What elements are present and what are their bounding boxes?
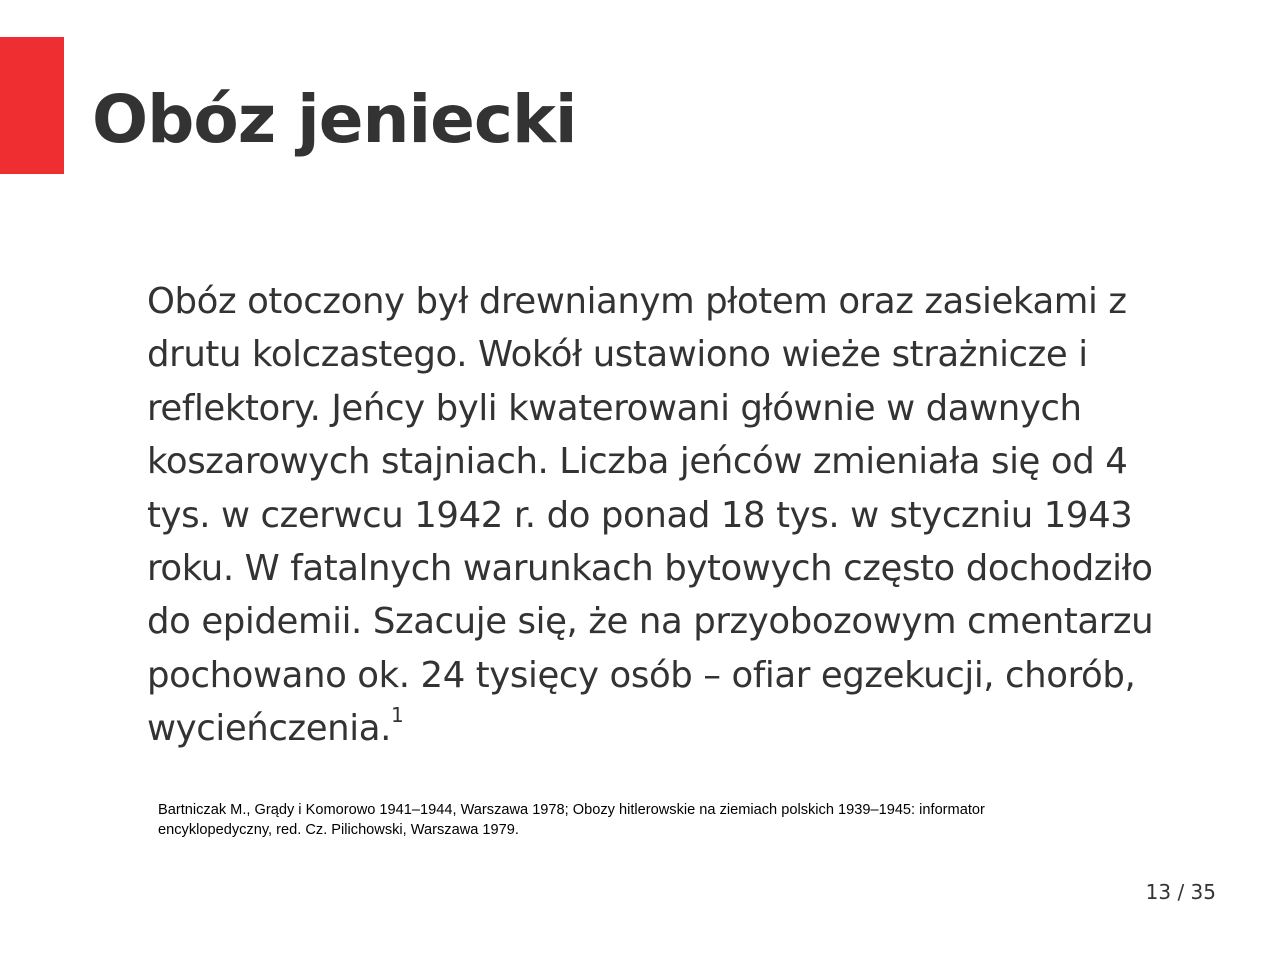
body-line: tys. w czerwcu 1942 r. do ponad 18 tys. w styczniu 1943 [147,494,1133,536]
body-line: koszarowych stajniach. Liczba jeńców zmieniała się od 4 [147,441,1128,483]
footnote [158,800,1118,840]
page-number: 13 / 35 [1145,880,1216,904]
slide-body-text [147,275,1207,756]
body-line-last [147,702,1207,755]
body-line-text: wycieńczenia. [147,708,391,750]
body-line: do epidemii. Szacuje się, że na przyobozowym cmentarzu [147,601,1154,643]
slide-title: Obóz jeniecki [92,81,577,158]
body-line: roku. W fatalnych warunkach bytowych często dochodziło [147,548,1153,590]
title-accent-bar [0,37,64,174]
footnote-line: Bartniczak M., Grądy i Komorowo 1941–1944, Warszawa 1978; Obozy hitlerowskie na ziemiach polskich 1939–1945: informator [158,802,985,818]
body-line: reflektory. Jeńcy byli kwaterowani głównie w dawnych [147,387,1082,429]
body-line: pochowano ok. 24 tysięcy osób – ofiar egzekucji, chorób, [147,654,1136,696]
body-line: drutu kolczastego. Wokół ustawiono wieże strażnicze i [147,334,1088,376]
footnote-line: encyklopedyczny, red. Cz. Pilichowski, Warszawa 1979. [158,822,519,838]
footnote-marker: 1 [390,703,404,728]
body-line: Obóz otoczony był drewnianym płotem oraz zasiekami z [147,281,1127,322]
